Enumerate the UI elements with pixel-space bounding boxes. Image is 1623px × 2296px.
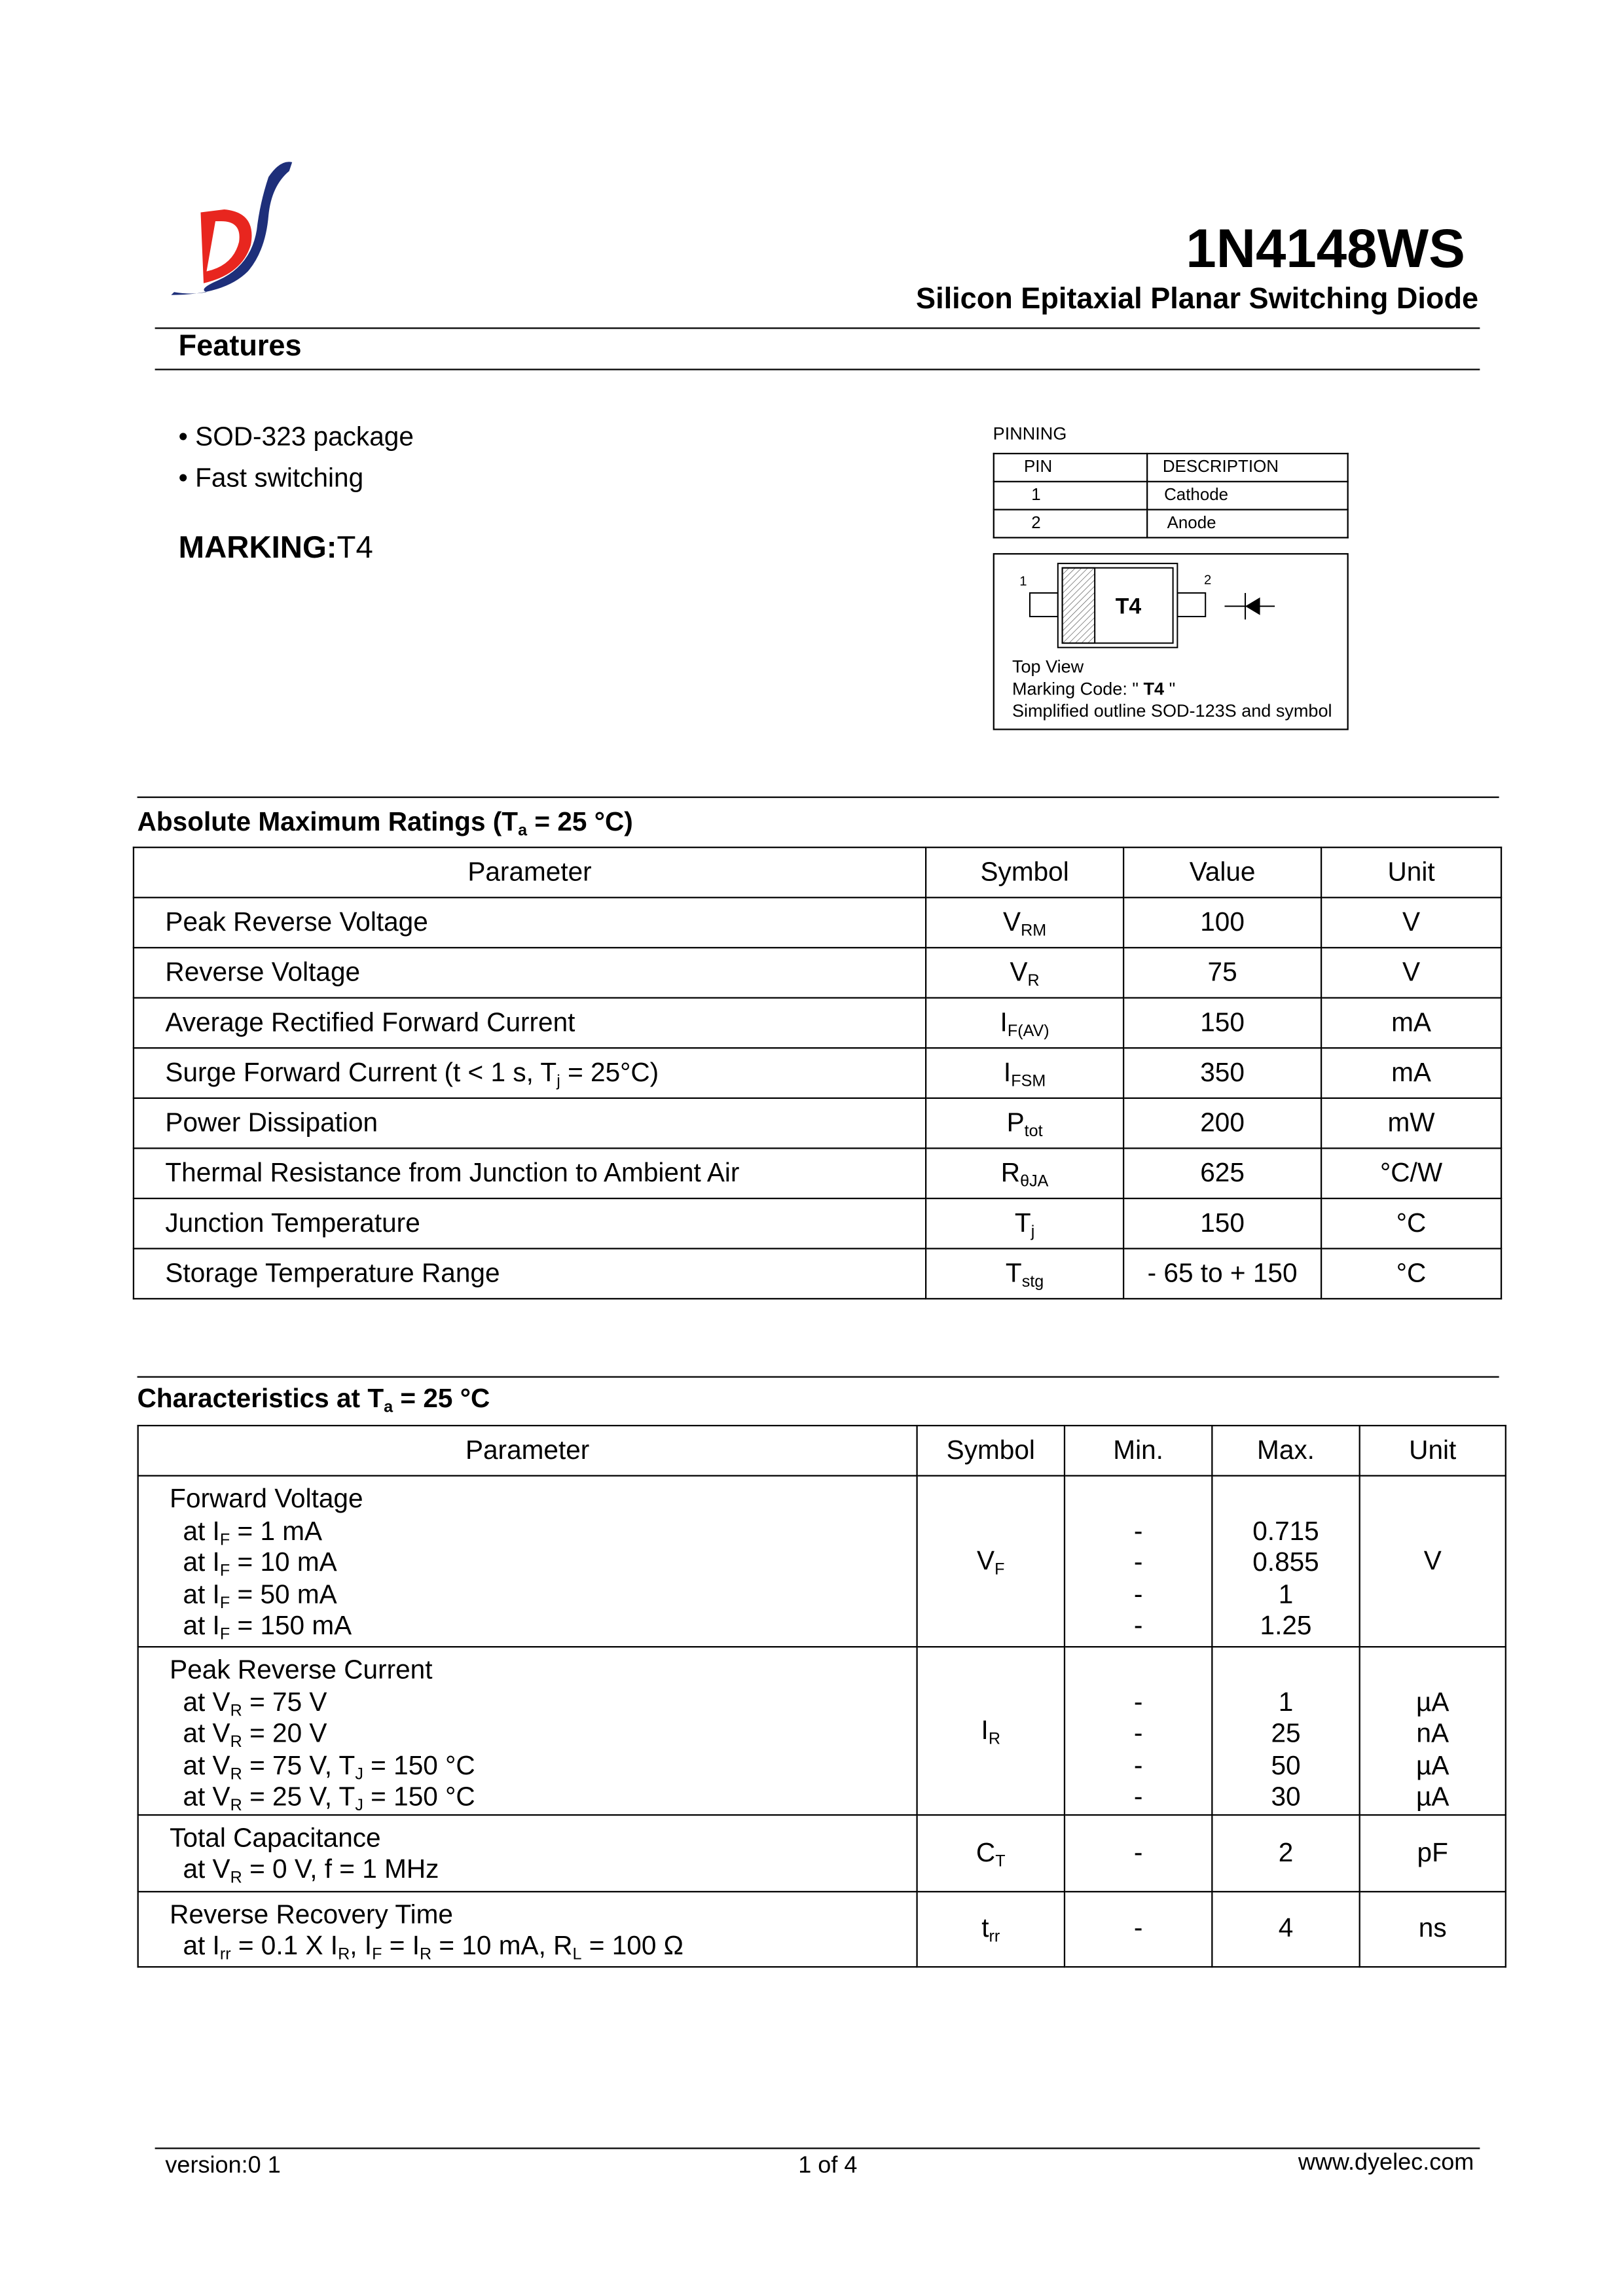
symbol-subscript: θJA: [1020, 1173, 1049, 1191]
parameter-cell: [134, 1249, 926, 1299]
unit: mA: [1391, 1057, 1431, 1087]
condition-text: = 10 mA: [230, 1547, 337, 1577]
condition-text: = 0.1 X I: [230, 1930, 338, 1961]
chars-title: [137, 1383, 490, 1417]
version: version:0 1: [165, 2153, 281, 2179]
condition: [170, 1687, 916, 1718]
table-row: [134, 1148, 1501, 1198]
symbol-cell: [926, 1198, 1123, 1249]
value-cell: [1123, 1148, 1321, 1198]
unit-cell: [1321, 1098, 1501, 1149]
pin-header: PIN: [994, 454, 1147, 482]
condition: [170, 1750, 916, 1782]
parameter: = 25°C): [560, 1057, 659, 1087]
symbol-subscript: tot: [1024, 1122, 1043, 1141]
symbol: t: [981, 1912, 989, 1943]
condition-text: at I: [183, 1930, 220, 1961]
pinning-table: [993, 453, 1349, 539]
symbol-cell: [926, 897, 1123, 948]
header-symbol: Symbol: [926, 848, 1123, 898]
marking-code: [1012, 679, 1332, 701]
unit-cell: [1360, 1814, 1506, 1891]
condition-text: = 50 mA: [230, 1579, 337, 1609]
max-cell: [1212, 1814, 1359, 1891]
pin2-label: 2: [1203, 572, 1212, 587]
parameter-title: Reverse Recovery Time: [170, 1899, 453, 1929]
min-cell: [1065, 1891, 1212, 1966]
parameter: Average Rectified Forward Current: [165, 1007, 575, 1037]
divider: [155, 327, 1480, 329]
parameter: Reverse Voltage: [165, 957, 361, 987]
divider: [155, 368, 1480, 370]
symbol: T: [1014, 1208, 1031, 1238]
max: 4: [1278, 1912, 1294, 1943]
condition-subscript: F: [219, 1626, 230, 1644]
condition-text: = 0 V, f = 1 MHz: [242, 1854, 439, 1884]
condition-text: at I: [183, 1515, 220, 1545]
max-cell: [1212, 1476, 1359, 1647]
max-cell: [1212, 1647, 1359, 1814]
unit: µA: [1415, 1782, 1450, 1812]
parameter-cell: [138, 1814, 917, 1891]
symbol-cell: [917, 1647, 1065, 1814]
condition-text: = 75 V, T: [242, 1749, 356, 1780]
unit: mA: [1391, 1007, 1431, 1037]
parameter: Thermal Resistance from Junction to Ambient Air: [165, 1158, 740, 1188]
symbol-cell: [926, 998, 1123, 1049]
table-row: [134, 998, 1501, 1049]
condition-text: = I: [382, 1930, 420, 1961]
parameter-title: Forward Voltage: [170, 1484, 363, 1514]
condition-subscript: R: [230, 1702, 242, 1720]
feature-item: • Fast switching: [178, 463, 364, 493]
diagram-caption: [1012, 656, 1332, 723]
condition: [170, 1579, 916, 1610]
parameter: Storage Temperature Range: [165, 1258, 500, 1288]
condition-subscript: F: [219, 1530, 230, 1549]
unit-cell: [1321, 1048, 1501, 1098]
footer-divider: [155, 2147, 1480, 2149]
pinning-title: PINNING: [993, 423, 1067, 444]
symbol: I: [1000, 1007, 1008, 1037]
condition-text: = 10 mA, R: [431, 1930, 573, 1961]
marking-value: T4: [337, 531, 373, 565]
max: 50: [1271, 1749, 1301, 1780]
header-min: Min.: [1065, 1426, 1212, 1476]
condition-text: = 150 °C: [363, 1749, 475, 1780]
symbol: P: [1006, 1107, 1025, 1138]
absolute-max-ratings-table: [133, 847, 1502, 1300]
condition-subscript: F: [372, 1946, 382, 1964]
condition-subscript: L: [572, 1946, 582, 1964]
marking-label: MARKING:: [178, 531, 337, 565]
symbol-subscript: j: [1030, 1223, 1035, 1242]
condition-subscript: R: [230, 1733, 242, 1751]
symbol-subscript: R: [988, 1730, 1001, 1748]
table-row: [138, 1891, 1506, 1966]
parameter: Junction Temperature: [165, 1208, 420, 1238]
symbol: I: [981, 1715, 989, 1745]
unit-cell: [1360, 1647, 1506, 1814]
symbol-cell: [926, 1249, 1123, 1299]
pin-number: 1: [994, 482, 1147, 510]
unit: V: [1402, 957, 1421, 987]
condition-text: = 25 V, T: [242, 1782, 356, 1812]
condition-text: at I: [183, 1547, 220, 1577]
min-cell: [1065, 1476, 1212, 1647]
header-unit: Unit: [1321, 848, 1501, 898]
condition: [170, 1854, 916, 1886]
marking-code-label: Marking Code: ": [1012, 678, 1139, 700]
table-row: [134, 897, 1501, 948]
condition: [170, 1718, 916, 1749]
unit-cell: [1360, 1476, 1506, 1647]
condition-text: = 150 mA: [230, 1610, 352, 1641]
parameter-cell: [134, 1198, 926, 1249]
unit: V: [1402, 906, 1421, 937]
symbol: C: [976, 1837, 996, 1867]
symbol: V: [1003, 906, 1021, 937]
header-parameter: Parameter: [138, 1426, 917, 1476]
max-cell: [1212, 1891, 1359, 1966]
min: -: [1133, 1912, 1143, 1943]
condition-subscript: R: [230, 1797, 242, 1815]
pin-number: 2: [994, 510, 1147, 538]
unit: ns: [1418, 1912, 1447, 1943]
header-symbol: Symbol: [917, 1426, 1065, 1476]
min: -: [1133, 1547, 1143, 1577]
condition-text: at I: [183, 1579, 220, 1609]
parameter-title: Total Capacitance: [170, 1822, 381, 1852]
condition-text: , I: [350, 1930, 373, 1961]
symbol-subscript: R: [1027, 972, 1040, 990]
unit: pF: [1417, 1837, 1448, 1867]
symbol: R: [1000, 1158, 1021, 1188]
header-max: Max.: [1212, 1426, 1359, 1476]
unit: °C/W: [1380, 1158, 1443, 1188]
unit: °C: [1396, 1208, 1427, 1238]
top-view-label: Top View: [1012, 656, 1084, 677]
marking: [179, 531, 373, 566]
symbol-cell: [917, 1814, 1065, 1891]
min: -: [1133, 1718, 1143, 1748]
symbol-subscript: RM: [1021, 922, 1047, 941]
condition-text: = 1 mA: [230, 1515, 323, 1545]
parameter-cell: [134, 998, 926, 1049]
max: 30: [1271, 1782, 1301, 1812]
min: -: [1133, 1782, 1143, 1812]
unit: nA: [1416, 1718, 1450, 1748]
amr-title-text: Absolute Maximum Ratings (T: [137, 806, 519, 836]
min-cell: [1065, 1647, 1212, 1814]
min: -: [1133, 1610, 1143, 1641]
package-outline-icon: [994, 554, 1347, 665]
parameter: Power Dissipation: [165, 1107, 378, 1138]
symbol-cell: [926, 1098, 1123, 1149]
symbol: T: [1005, 1258, 1022, 1288]
pin1-label: 1: [1019, 573, 1027, 589]
value-cell: [1123, 1249, 1321, 1299]
min: -: [1133, 1837, 1143, 1867]
table-row: [134, 1048, 1501, 1098]
unit: °C: [1396, 1258, 1427, 1288]
characteristics-table: [137, 1425, 1506, 1967]
value-cell: [1123, 998, 1321, 1049]
symbol: V: [1010, 957, 1028, 987]
table-row: [138, 1647, 1506, 1814]
parameter-cell: [134, 1148, 926, 1198]
subtitle: Silicon Epitaxial Planar Switching Diode: [916, 283, 1479, 316]
header-value: Value: [1123, 848, 1321, 898]
chars-title-sub: a: [384, 1399, 393, 1417]
website-link[interactable]: www.dyelec.com: [1298, 2150, 1474, 2176]
pin-description: Anode: [1147, 510, 1347, 538]
features-title: Features: [178, 330, 302, 363]
symbol-cell: [917, 1891, 1065, 1966]
max: 25: [1271, 1718, 1301, 1748]
amr-title: [137, 807, 633, 838]
condition-subscript: R: [419, 1946, 432, 1964]
feature-item: • SOD-323 package: [178, 422, 414, 452]
amr-title-sub: a: [518, 822, 528, 840]
table-row: [138, 1814, 1506, 1891]
table-row: [134, 1098, 1501, 1149]
condition-text: at V: [183, 1718, 230, 1748]
value: 150: [1200, 1007, 1245, 1037]
value-cell: [1123, 1048, 1321, 1098]
table-row: [134, 1249, 1501, 1299]
parameter-cell: [138, 1647, 917, 1814]
page-number: 1 of 4: [798, 2153, 858, 2179]
value: 75: [1207, 957, 1237, 987]
parameter-cell: [138, 1476, 917, 1647]
symbol-cell: [926, 1148, 1123, 1198]
value: - 65 to + 150: [1147, 1258, 1298, 1288]
table-row: [134, 1198, 1501, 1249]
description-header: DESCRIPTION: [1147, 454, 1347, 482]
parameter-cell: [134, 948, 926, 998]
min: -: [1133, 1749, 1143, 1780]
table-row: [134, 948, 1501, 998]
divider: [137, 797, 1499, 798]
value-cell: [1123, 948, 1321, 998]
pin-description: Cathode: [1147, 482, 1347, 510]
chars-title-text: = 25 °C: [393, 1383, 490, 1413]
parameter-cell: [134, 1098, 926, 1149]
condition-text: at V: [183, 1749, 230, 1780]
unit: µA: [1415, 1686, 1450, 1717]
condition: [170, 1611, 916, 1642]
unit-cell: [1321, 897, 1501, 948]
condition-text: at I: [183, 1610, 220, 1641]
unit-cell: [1321, 948, 1501, 998]
parameter-subscript: j: [556, 1073, 560, 1091]
condition-text: at V: [183, 1686, 230, 1717]
symbol-subscript: FSM: [1011, 1073, 1046, 1091]
unit-cell: [1321, 1198, 1501, 1249]
unit-cell: [1321, 998, 1501, 1049]
condition-subscript: J: [355, 1765, 363, 1784]
condition-subscript: R: [338, 1946, 350, 1964]
package-marking: T4: [1115, 594, 1142, 620]
condition-subscript: R: [230, 1869, 242, 1888]
min-cell: [1065, 1814, 1212, 1891]
symbol-subscript: F(AV): [1007, 1022, 1049, 1041]
condition: [170, 1547, 916, 1579]
symbol-subscript: T: [995, 1852, 1006, 1871]
header-parameter: Parameter: [134, 848, 926, 898]
condition: [170, 1782, 916, 1813]
parameter-cell: [138, 1891, 917, 1966]
amr-title-text: = 25 °C): [527, 806, 633, 836]
condition-text: = 20 V: [242, 1718, 327, 1748]
min: -: [1133, 1579, 1143, 1609]
max: 1: [1278, 1686, 1294, 1717]
condition-text: = 150 °C: [363, 1782, 475, 1812]
condition-subscript: rr: [219, 1946, 231, 1964]
parameter-title: Peak Reverse Current: [170, 1655, 433, 1685]
parameter-cell: [134, 1048, 926, 1098]
condition-text: at V: [183, 1782, 230, 1812]
condition-text: = 75 V: [242, 1686, 327, 1717]
value: 625: [1200, 1158, 1245, 1188]
max: 2: [1278, 1837, 1294, 1867]
package-diagram: [993, 553, 1349, 730]
value-cell: [1123, 897, 1321, 948]
unit-cell: [1321, 1249, 1501, 1299]
symbol-subscript: rr: [989, 1928, 1000, 1946]
header-unit: Unit: [1360, 1426, 1506, 1476]
value-cell: [1123, 1198, 1321, 1249]
dyelec-logo: [165, 153, 301, 298]
divider: [137, 1376, 1499, 1378]
marking-code-value: T4: [1143, 678, 1165, 700]
condition: [170, 1516, 916, 1547]
max: 1: [1278, 1579, 1294, 1609]
symbol-cell: [926, 948, 1123, 998]
parameter: Peak Reverse Voltage: [165, 906, 428, 937]
value-cell: [1123, 1098, 1321, 1149]
condition-subscript: R: [230, 1765, 242, 1784]
condition-subscript: F: [219, 1594, 230, 1612]
symbol-cell: [917, 1476, 1065, 1647]
unit: V: [1423, 1545, 1442, 1575]
max: 0.855: [1252, 1547, 1319, 1577]
max: 0.715: [1252, 1515, 1319, 1545]
symbol-subscript: stg: [1021, 1273, 1044, 1291]
min: -: [1133, 1515, 1143, 1545]
condition: [170, 1931, 916, 1962]
max: 1.25: [1260, 1610, 1312, 1641]
unit: mW: [1387, 1107, 1435, 1138]
value: 350: [1200, 1057, 1245, 1087]
parameter: Surge Forward Current (t < 1 s, T: [165, 1057, 557, 1087]
symbol-cell: [926, 1048, 1123, 1098]
value: 200: [1200, 1107, 1245, 1138]
unit-cell: [1360, 1891, 1506, 1966]
marking-code-end: ": [1169, 678, 1176, 700]
condition-subscript: J: [355, 1797, 363, 1815]
unit-cell: [1321, 1148, 1501, 1198]
table-row: [138, 1476, 1506, 1647]
symbol: V: [977, 1545, 995, 1575]
outline-caption: Simplified outline SOD-123S and symbol: [1012, 700, 1332, 722]
parameter-cell: [134, 897, 926, 948]
condition-subscript: F: [219, 1562, 230, 1581]
value: 150: [1200, 1208, 1245, 1238]
chars-title-text: Characteristics at T: [137, 1383, 384, 1413]
value: 100: [1200, 906, 1245, 937]
symbol-subscript: F: [994, 1561, 1005, 1579]
condition-text: = 100 Ω: [581, 1930, 684, 1961]
part-number: 1N4148WS: [1186, 218, 1465, 279]
condition-text: at V: [183, 1854, 230, 1884]
min: -: [1133, 1686, 1143, 1717]
unit: µA: [1415, 1749, 1450, 1780]
symbol: I: [1003, 1057, 1012, 1087]
